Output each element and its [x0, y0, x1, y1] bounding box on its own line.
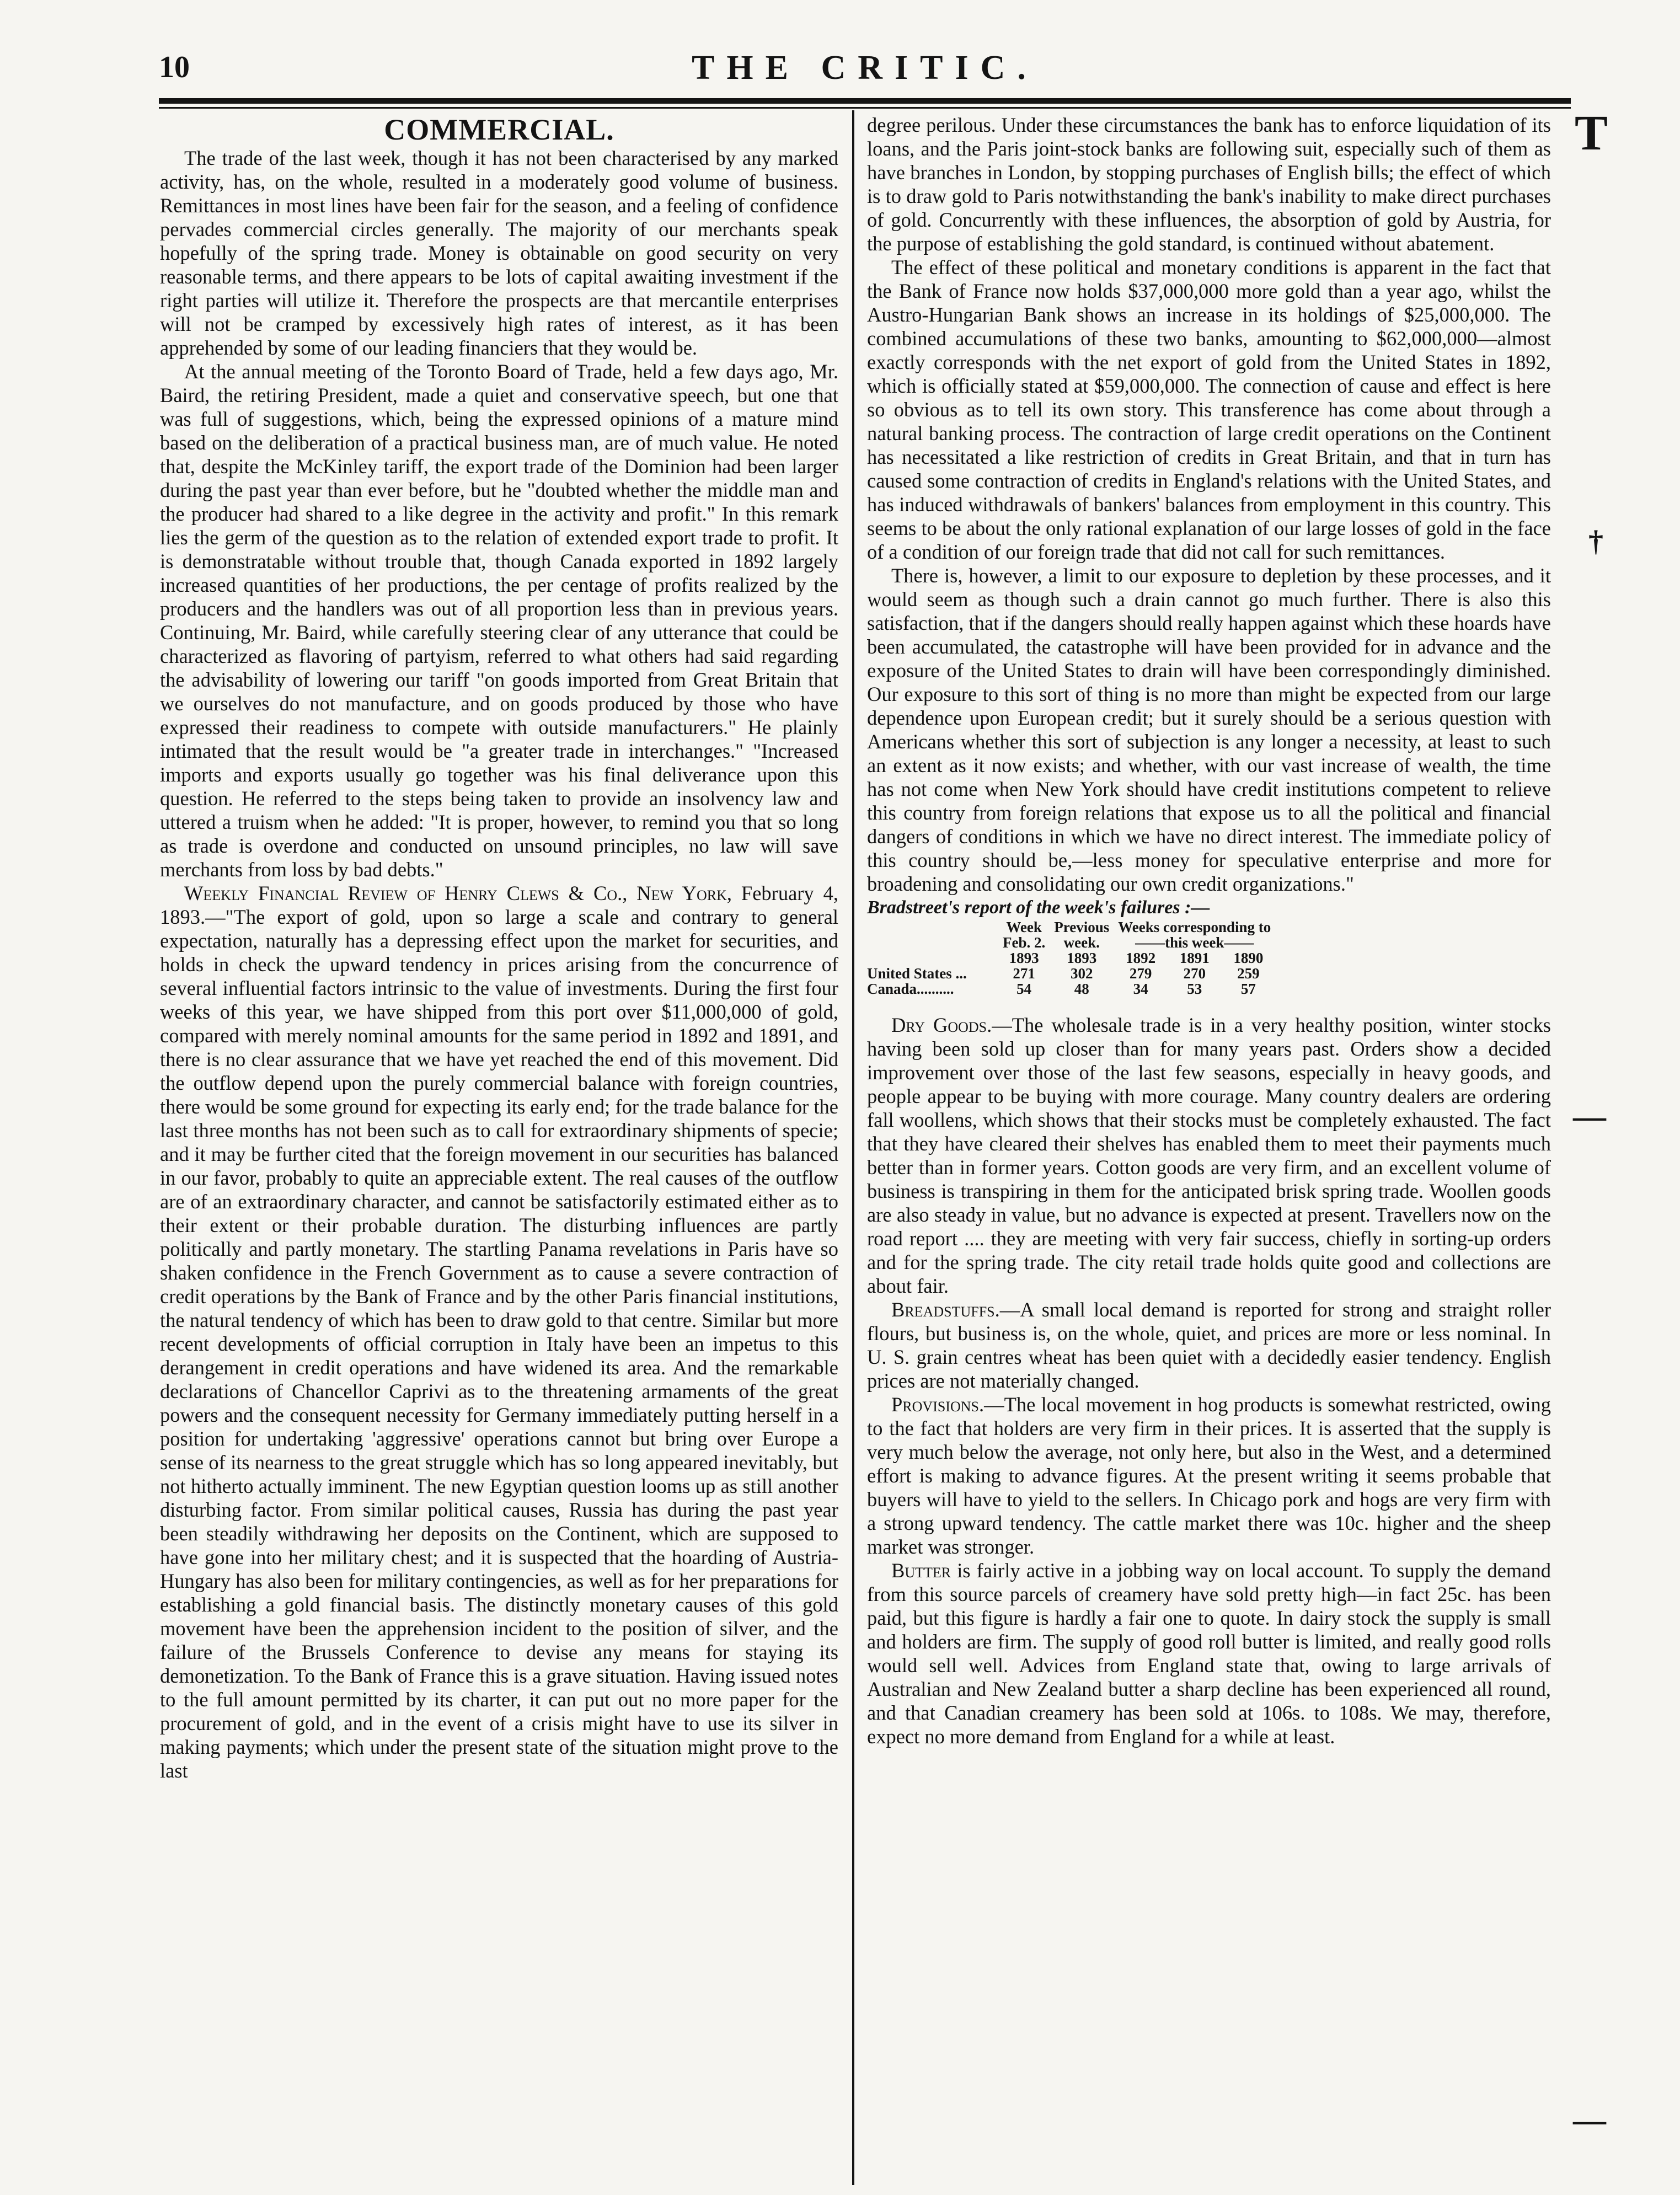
paragraph-provisions: [867, 1393, 1551, 1559]
table-header-row: [867, 919, 1275, 935]
dry-goods-lead: Dry Goods.: [891, 1014, 992, 1036]
right-column: [867, 113, 1551, 1748]
margin-mark-dagger: †: [1588, 524, 1603, 558]
butter-text: is fairly active in a jobbing way on local account. To supply the demand from this source parcels of creamery have sold pretty high—in fact 25c. has been paid, but this figure is hardly a fair one to quote. In dairy stock the supply is small and holders are firm. The supply of good roll butter is limited, and really good rolls would sell well. Advices from England state that, owing to large arrivals of Australian and New Zealand butter a sharp decline has been experienced all round, and that Canadian creamery has been sold at 106s. to 108s. We may, therefore, expect no more demand from England for a while at least.: [867, 1559, 1551, 1748]
table-year: 1892: [1126, 950, 1156, 966]
section-title: COMMERCIAL.: [384, 113, 614, 146]
table-cell: 34: [1133, 981, 1148, 997]
dry-goods-text: —The wholesale trade is in a very healthy position, winter stocks having been sold up closer than for many years past. Orders show a decided improvement over those of the last few seasons, especially in heavy goods, and people appear to be buying with more courage. Many country dealers are ordering fall woollens, which shows that their stocks must be completely exhausted. The fact that they have cleared their shelves has enabled them to meet their payments much better than in former years. Cotton goods are very firm, and an excellent volume of business is transpiring in them for the anticipated brisk spring trade. Woollen goods are also steady in value, but no advance is expected at present. Travellers now on the road report .... they are meeting with very fair success, chiefly in sorting-up orders and for the spring trade. The city retail trade holds quite good and collections are about fair.: [867, 1014, 1551, 1297]
paragraph-financial-review: [160, 881, 838, 1782]
bradstreet-heading: Bradstreet's report of the week's failures :—: [867, 897, 1210, 918]
table-header: Weeks corresponding to: [1118, 919, 1271, 935]
table-cell: 54: [1016, 981, 1032, 997]
table-row: [867, 981, 1275, 997]
header-rule-thin: [159, 107, 1571, 109]
financial-review-lead: Weekly Financial Review of Henry Clews & Co., New York,: [184, 882, 732, 904]
paragraph-trade-summary: The trade of the last week, though it has not been characterised by any marked activity, has, on the whole, resulted in a moderately good volume of business. Remittances in most lines have been fair for the season, and a feeling of confidence pervades commercial circles generally. The majority of our merchants speak hopefully of the spring trade. Money is obtainable on good security on very reasonable terms, and there appears to be lots of capital awaiting investment if the right parties will utilize it. Therefore the prospects are that mercantile enterprises will not be cramped by excessively high rates of interest, as it has been apprehended by some of our leading financiers that they would be.: [160, 147, 838, 359]
provisions-lead: Provisions.: [891, 1393, 985, 1416]
left-column: [160, 113, 838, 1782]
column-divider: [852, 110, 854, 2185]
table-row-label: Canada..........: [867, 981, 954, 997]
table-header-row: [867, 935, 1275, 950]
table-header: Previous: [1054, 919, 1110, 935]
table-year: 1893: [1009, 950, 1039, 966]
table-header: Week: [1006, 919, 1042, 935]
table-cell: 57: [1240, 981, 1256, 997]
table-cell: 48: [1074, 981, 1089, 997]
table-cell: 271: [1013, 965, 1035, 982]
table-row: [867, 966, 1275, 981]
table-cell: 279: [1129, 965, 1152, 982]
provisions-text: —The local movement in hog products is somewhat restricted, owing to the fact that holders are very firm in their prices. It is asserted that the supply is very much below the average, not only here, but also in the West, and a determined effort is making to advance figures. At the present writing it seems probable that buyers will have to yield to the sellers. In Chicago pork and hogs are very firm with a strong upward tendency. The cattle market there was 10c. higher and the sheep market was stronger.: [867, 1393, 1551, 1558]
table-year: 1893: [1067, 950, 1097, 966]
table-cell: 302: [1071, 965, 1093, 982]
table-header: ——this week——: [1135, 934, 1254, 951]
header-rule-thick: [159, 98, 1571, 104]
page-number: 10: [159, 50, 190, 84]
paragraph-breadstuffs: [867, 1298, 1551, 1393]
margin-mark-dash-bottom: —: [1573, 2102, 1606, 2138]
paragraph-continuation: degree perilous. Under these circumstances the bank has to enforce liquidation of its loans, and the Paris joint-stock banks are following suit, especially such of them as have branches in London, by stopping purchases of English bills; the effect of which is to draw gold to Paris notwithstanding the bank's inability to make direct purchases of gold. Concurrently with these influences, the absorption of gold by Austria, for the purpose of establishing the gold standard, is continued without abatement.: [867, 114, 1551, 255]
table-year-row: [867, 950, 1275, 966]
breadstuffs-lead: Breadstuffs.: [891, 1298, 1000, 1321]
table-header: week.: [1063, 934, 1100, 951]
paragraph-butter: [867, 1559, 1551, 1748]
margin-mark-dash: —: [1573, 1098, 1606, 1134]
margin-mark-t: T: [1575, 106, 1608, 160]
paragraph-dry-goods: [867, 1013, 1551, 1298]
masthead: THE CRITIC.: [692, 49, 1038, 87]
financial-review-text: February 4, 1893.—"The export of gold, upon so large a scale and contrary to general expectation, naturally has a depressing effect upon the market for securities, and holds in check the upward tendency in prices arising from the concurrence of several influential factors intrinsic to the value of investments. During the first four weeks of this year, we have shipped from this port over $11,000,000 of gold, compared with merely nominal amounts for the same period in 1892 and 1891, and there is no clear assurance that we have yet reached the end of this movement. Did the outflow depend upon the purely commercial balance with foreign countries, there would be some ground for expecting its early end; for the trade balance for the last three months has not been such as to call for extraordinary shipments of specie; and it may be further cited that the foreign movement in our securities has balanced in our favor, probably to quite an appreciable extent. The real causes of the outflow are of an extraordinary character, and cannot be satisfactorily estimated either as to their extent or their probable duration. The disturbing influences are partly politically and partly monetary. The startling Panama revelations in Paris have so shaken confidence in the French Government as to cause a severe contraction of credit operations by the Bank of France and by the other Paris financial institutions, the natural tendency of which has been to draw gold to that centre. Similar but more recent developments of official corruption in Italy have been an impetus to this derangement in credit operations and have widened its area. And the remarkable declarations of Chancellor Caprivi as to the threatening armaments of the great powers and the consequent necessity for Germany immediately putting herself in a position for undertaking 'aggressive' operations cannot but bring over Europe a sense of its nearness to the great struggle which has so long appeared inevitably, but not hitherto actually imminent. The new Egyptian question looms up as still another disturbing factor. From similar political causes, Russia has during the past year been steadily withdrawing her deposits on the Continent, which are supposed to have gone into her military chest; and it is suspected that the hoarding of Austria-Hungary has also been for military contingencies, as well as for her preparations for establishing a gold financial basis. The distinctly monetary causes of this gold movement have been the apprehension incident to the position of silver, and the failure of the Brussels Conference to devise any means for staying its demonetization. To the Bank of France this is a grave situation. Having issued notes to the full amount permitted by its charter, it can put out no more paper for the procurement of gold, and in the event of a crisis might have to use its silver in making payments; which under the present state of the situation might prove to the last: [160, 882, 838, 1782]
table-row-label: United States ...: [867, 965, 967, 982]
breadstuffs-text: —A small local demand is reported for strong and straight roller flours, but business is, on the whole, quiet, and prices are more or less nominal. In U. S. grain centres wheat has been quiet with a decidedly easier tendency. English prices are not materially changed.: [867, 1298, 1551, 1392]
failures-table: [867, 919, 1275, 997]
table-year: 1891: [1179, 950, 1210, 966]
butter-lead: Butter: [891, 1559, 951, 1582]
table-header: Feb. 2.: [1003, 934, 1046, 951]
table-cell: 259: [1237, 965, 1260, 982]
table-cell: 53: [1187, 981, 1202, 997]
table-year: 1890: [1233, 950, 1264, 966]
page-header: [159, 49, 1571, 98]
paragraph-board-of-trade: At the annual meeting of the Toronto Board of Trade, held a few days ago, Mr. Baird, the retiring President, made a quiet and conservative speech, but one that was full of suggestions, which, being the expressed opinions of a mature mind based on the deliberation of a practical business man, are of much value. He noted that, despite the McKinley tariff, the export trade of the Dominion had been larger during the past year than ever before, but he "doubted whether the middle man and the producer had shared to a like degree in the activity and profit." In this remark lies the germ of the question as to the relation of extended export trade to profit. It is demonstratable without trouble that, though Canada exported in 1892 largely increased quantities of her productions, the per centage of profits realized by the producers and the handlers was out of all proportion less than in previous years. Continuing, Mr. Baird, while carefully steering clear of any utterance that could be characterized as flavoring of partyism, referred to what others had said regarding the advisability of lowering our tariff "on goods imported from Great Britain that we ourselves do not manufacture, and on goods produced by those who have expressed their readiness to compete with outside manufacturers." He plainly intimated that the result would be "a greater trade in interchanges." "Increased imports and exports usually go together was his final deliverance upon this question. He referred to the steps being taken to provide an insolvency law and uttered a truism when he added: "It is proper, however, to remind you that so long as trade is overdone and conducted on unsound principles, no law will save merchants from loss by bad debts.": [160, 360, 838, 881]
table-cell: 270: [1183, 965, 1206, 982]
paragraph-bank-holdings: The effect of these political and monetary conditions is apparent in the fact that the Bank of France now holds $37,000,000 more gold than a year ago, whilst the Austro-Hungarian Bank shows an increase in its holdings of $25,000,000. The combined accumulations of these two banks, amounting to $62,000,000—almost exactly corresponds with the net export of gold from the United States in 1892, which is officially stated at $59,000,000. The connection of cause and effect is here so obvious as to tell its own story. This transference has come about through a natural banking process. The contraction of large credit operations on the Continent has necessitated a like restriction of credits in Great Britain, and that in turn has caused some contraction of credits in England's relations with the United States, and has induced withdrawals of bankers' balances from employment in this country. This seems to be about the only rational explanation of our large losses of gold in the face of a condition of our foreign trade that did not call for such remittances.: [867, 256, 1551, 563]
paragraph-exposure: There is, however, a limit to our exposure to depletion by these processes, and it would seem as though such a drain cannot go much further. There is also this satisfaction, that if the dangers should really happen against which these hoards have been accumulated, the catastrophe will have been provided for in advance and the exposure of the United States to drain will have been correspondingly diminished. Our exposure to this sort of thing is no more than might be expected from our large dependence upon European credit; but it surely should be a serious question with Americans whether this sort of subjection is any longer a necessity, at least to such an extent as it now exists; and whether, with our vast increase of wealth, the time has not come when New York should have credit institutions competent to relieve this country from foreign relations that expose us to all the political and financial dangers of conditions in which we have no direct interest. The immediate policy of this country should be,—less money for speculative enterprise and more for broadening and consolidating our own credit organizations.": [867, 564, 1551, 895]
